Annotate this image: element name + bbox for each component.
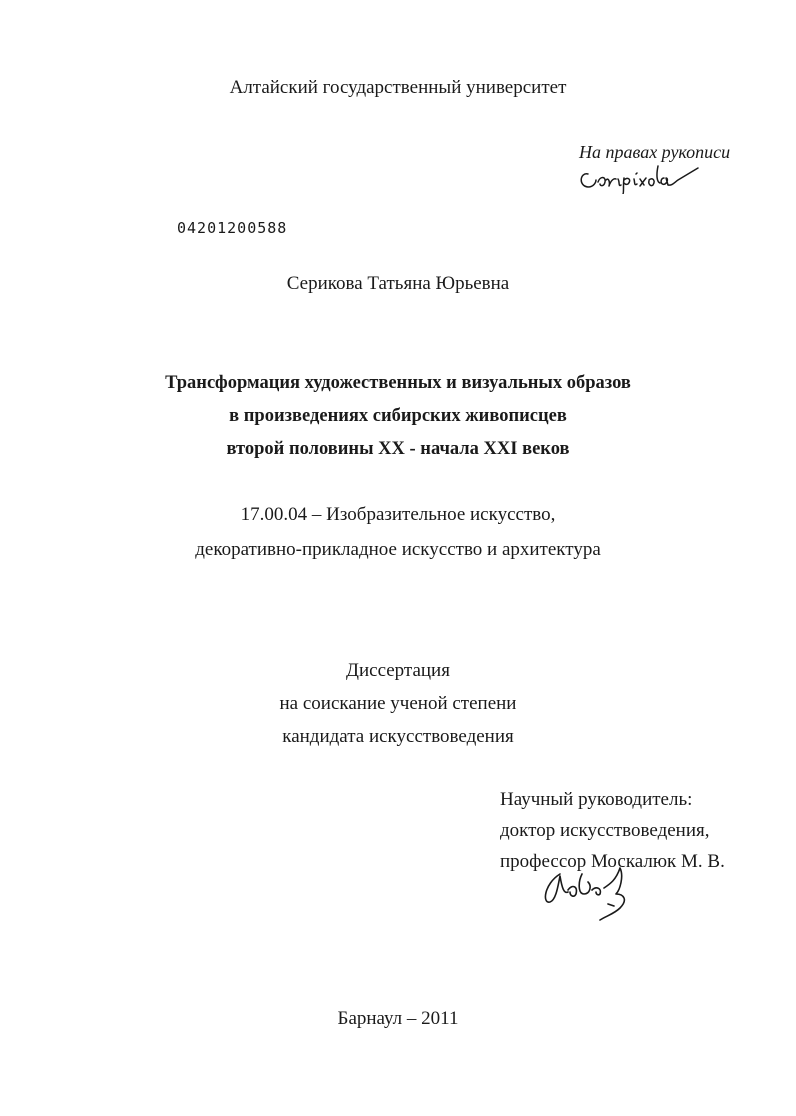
specialty xyxy=(0,497,796,567)
supervisor-signature-icon xyxy=(538,864,644,924)
author-name: Серикова Татьяна Юрьевна xyxy=(286,273,510,294)
specialty-line: 17.00.04 – Изобразительное искусство, xyxy=(240,504,556,525)
supervisor-line: доктор искусствоведения, xyxy=(500,820,710,841)
archive-number: 04201200588 xyxy=(177,219,288,237)
specialty-line: декоративно-прикладное искусство и архитектура xyxy=(195,539,601,560)
degree-line: кандидата искусствоведения xyxy=(282,726,514,747)
title-line: в произведениях сибирских живописцев xyxy=(229,406,567,426)
title-line: второй половины XX - начала XXI веков xyxy=(226,439,570,459)
city-year: Барнаул – 2011 xyxy=(337,1008,459,1029)
manuscript-note: На правах рукописи xyxy=(579,142,731,162)
degree-line: на соискание ученой степени xyxy=(279,693,517,714)
degree-line: Диссертация xyxy=(346,660,450,681)
author-signature-icon xyxy=(576,156,702,194)
supervisor-line: Научный руководитель: xyxy=(500,789,693,810)
dissertation-title xyxy=(0,367,796,466)
title-line: Трансформация художественных и визуальных образов xyxy=(165,373,631,393)
degree-statement xyxy=(0,654,796,753)
supervisor-line: профессор Москалюк М. В. xyxy=(500,851,725,872)
university-name: Алтайский государственный университет xyxy=(229,77,567,98)
